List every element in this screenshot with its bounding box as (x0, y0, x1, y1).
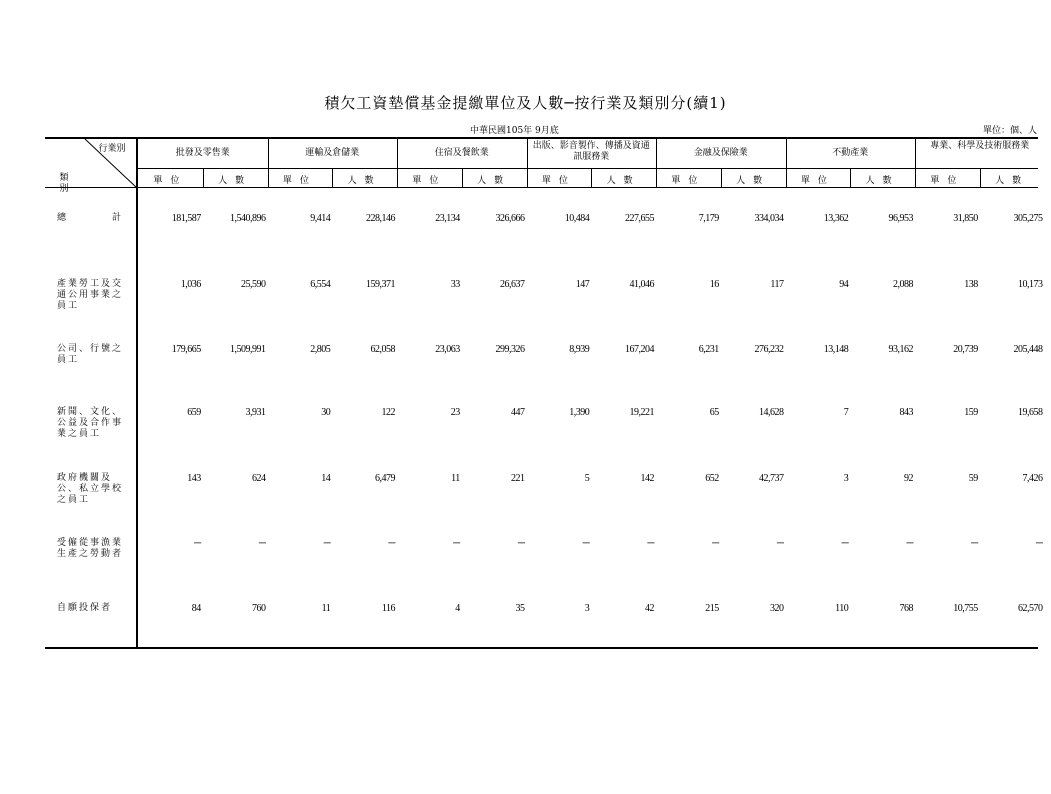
table-cell: ─ (258, 538, 266, 549)
table-cell: 42,737 (759, 473, 784, 484)
table-cell: 122 (381, 407, 395, 418)
table-cell: 167,204 (625, 344, 654, 355)
table-cell: ─ (582, 538, 590, 549)
table-cell: 16 (709, 279, 719, 290)
table-cell: 11 (321, 603, 331, 614)
industry-header: 批發及零售業 (175, 148, 230, 158)
table-cell: 228,146 (366, 213, 395, 224)
table-cell: 760 (252, 603, 266, 614)
row-label: 受僱從事漁業生產之勞動者 (57, 538, 124, 559)
table-cell: 1,540,896 (230, 213, 266, 224)
bottom-rule (45, 647, 1038, 649)
industry-header: 出版、影音製作、傳播及資通訊服務業 (532, 141, 650, 162)
table-cell: 19,658 (1018, 407, 1043, 418)
table-cell: 305,275 (1013, 213, 1043, 224)
table-cell: 92 (904, 473, 913, 484)
table-cell: ─ (194, 538, 201, 549)
subcolumn-divider (591, 168, 592, 188)
table-cell: 7 (843, 407, 849, 418)
industry-divider (656, 137, 657, 188)
table-cell: 96,953 (888, 213, 913, 224)
table-cell: 652 (705, 473, 719, 484)
table-cell: 4 (455, 603, 460, 614)
table-cell: 7,426 (1022, 473, 1043, 484)
table-cell: 6,231 (698, 344, 719, 355)
unit-note: 單位：個、人 (982, 126, 1037, 136)
table-cell: 23,134 (435, 213, 460, 224)
industry-divider (915, 137, 916, 188)
table-cell: ─ (453, 538, 460, 549)
table-cell: ─ (323, 538, 331, 549)
table-cell: 41,046 (629, 279, 654, 290)
table-cell: 276,232 (754, 344, 784, 355)
table-cell: 142 (640, 473, 654, 484)
table-cell: 25,590 (241, 279, 266, 290)
corner-bottom-label: 類 別 (59, 173, 77, 194)
table-cell: 31,850 (953, 213, 978, 224)
corner-top-label: 行業別 (98, 144, 126, 154)
subheader-unit: 單位 (671, 176, 706, 186)
table-cell: 62,058 (370, 344, 395, 355)
subcolumn-divider (980, 168, 981, 188)
row-label: 公司、行號之員工 (57, 344, 124, 365)
table-cell: ─ (841, 538, 849, 549)
table-cell: 117 (770, 279, 784, 290)
table-cell: 1,036 (180, 279, 201, 290)
subheader-unit: 單位 (800, 176, 835, 186)
table-cell: 143 (187, 473, 201, 484)
header-bottom-rule (45, 187, 1038, 188)
industry-divider (268, 137, 269, 188)
page-title: 積欠工資墊償基金提繳單位及人數─按行業及類別分(續1) (324, 94, 727, 112)
table-cell: 23,063 (435, 344, 460, 355)
table-cell: ─ (1035, 538, 1043, 549)
table-cell: 221 (511, 473, 525, 484)
table-cell: 624 (252, 473, 266, 484)
table-cell: 447 (511, 407, 525, 418)
table-cell: 10,173 (1018, 279, 1043, 290)
subcolumn-divider (850, 168, 851, 188)
subheader-people: 人數 (736, 176, 771, 186)
header-mid-rule (137, 168, 1038, 169)
table-cell: ─ (776, 538, 784, 549)
subheader-unit: 單位 (930, 176, 965, 186)
table-cell: 299,326 (495, 344, 525, 355)
table-cell: 179,665 (171, 344, 201, 355)
table-cell: 9,414 (310, 213, 331, 224)
table-cell: 138 (964, 279, 978, 290)
subcolumn-divider (721, 168, 722, 188)
table-cell: ─ (388, 538, 395, 549)
table-cell: 93,162 (888, 344, 913, 355)
table-cell: 6,554 (310, 279, 331, 290)
table-cell: 2,805 (310, 344, 331, 355)
table-cell: 768 (899, 603, 913, 614)
subheader-unit: 單位 (282, 176, 317, 186)
subheader-people: 人數 (347, 176, 382, 186)
report-date: 中華民國105年 9月底 (470, 126, 559, 136)
row-label: 政府機關及公、私立學校之員工 (57, 473, 124, 505)
industry-divider (786, 137, 787, 188)
subcolumn-divider (462, 168, 463, 188)
subheader-people: 人數 (995, 176, 1030, 186)
table-cell: 20,739 (953, 344, 978, 355)
table-cell: 59 (968, 473, 978, 484)
table-cell: 110 (835, 603, 849, 614)
industry-header: 不動產業 (832, 148, 869, 158)
industry-header: 專業、科學及技術服務業 (930, 141, 1030, 151)
table-cell: 14 (321, 473, 331, 484)
table-cell: 215 (705, 603, 719, 614)
row-label: 自願投保者 (57, 603, 113, 613)
table-cell: 84 (191, 603, 201, 614)
table-cell: 227,655 (625, 213, 654, 224)
subcolumn-divider (203, 168, 204, 188)
table-cell: 11 (451, 473, 460, 484)
subheader-people: 人數 (477, 176, 512, 186)
table-cell: 2,088 (893, 279, 913, 290)
industry-header: 住宿及餐飲業 (434, 148, 489, 158)
table-cell: 116 (381, 603, 395, 614)
table-cell: 13,148 (823, 344, 849, 355)
table-cell: 26,637 (500, 279, 525, 290)
table-cell: 659 (187, 407, 201, 418)
table-cell: 1,390 (569, 407, 590, 418)
table-cell: 5 (584, 473, 590, 484)
row-label: 總 計 (57, 213, 124, 223)
table-cell: 8,939 (569, 344, 590, 355)
table-cell: 334,034 (754, 213, 784, 224)
label-column-divider (136, 137, 138, 649)
industry-divider (527, 137, 528, 188)
subcolumn-divider (332, 168, 333, 188)
table-cell: 7,179 (698, 213, 719, 224)
table-cell: ─ (906, 538, 913, 549)
table-cell: 159 (964, 407, 978, 418)
table-cell: 65 (709, 407, 719, 418)
table-cell: 181,587 (171, 213, 201, 224)
table-cell: ─ (712, 538, 719, 549)
table-cell: 10,755 (953, 603, 978, 614)
table-cell: 3 (584, 603, 590, 614)
table-cell: ─ (647, 538, 654, 549)
table-cell: 320 (770, 603, 784, 614)
subheader-unit: 單位 (153, 176, 188, 186)
row-label: 產業勞工及交通公用事業之員工 (57, 279, 124, 311)
table-cell: 13,362 (823, 213, 849, 224)
table-cell: 62,570 (1018, 603, 1043, 614)
table-cell: 1,509,991 (230, 344, 266, 355)
subheader-unit: 單位 (541, 176, 576, 186)
industry-header: 運輸及倉儲業 (305, 148, 360, 158)
table-cell: 6,479 (375, 473, 395, 484)
table-cell: 10,484 (564, 213, 590, 224)
table-cell: 42 (645, 603, 654, 614)
table-cell: 147 (575, 279, 590, 290)
table-cell: 159,371 (366, 279, 395, 290)
table-cell: 14,628 (759, 407, 784, 418)
table-cell: 19,221 (629, 407, 654, 418)
table-cell: 35 (515, 603, 525, 614)
industry-header: 金融及保險業 (693, 148, 748, 158)
subheader-people: 人數 (606, 176, 641, 186)
table-cell: 3 (843, 473, 849, 484)
subheader-people: 人數 (218, 176, 253, 186)
industry-divider (397, 137, 398, 188)
table-cell: 3,931 (245, 407, 266, 418)
row-label: 新聞、文化、公益及合作事業之員工 (57, 407, 124, 439)
table-cell: 33 (450, 279, 460, 290)
subheader-unit: 單位 (412, 176, 447, 186)
table-cell: 94 (839, 279, 849, 290)
top-rule (45, 137, 1038, 139)
table-cell: ─ (971, 538, 978, 549)
table-cell: 326,666 (495, 213, 525, 224)
subheader-people: 人數 (865, 176, 900, 186)
table-cell: 843 (899, 407, 913, 418)
table-cell: ─ (517, 538, 525, 549)
table-cell: 205,448 (1013, 344, 1043, 355)
table-cell: 30 (321, 407, 331, 418)
table-cell: 23 (450, 407, 460, 418)
